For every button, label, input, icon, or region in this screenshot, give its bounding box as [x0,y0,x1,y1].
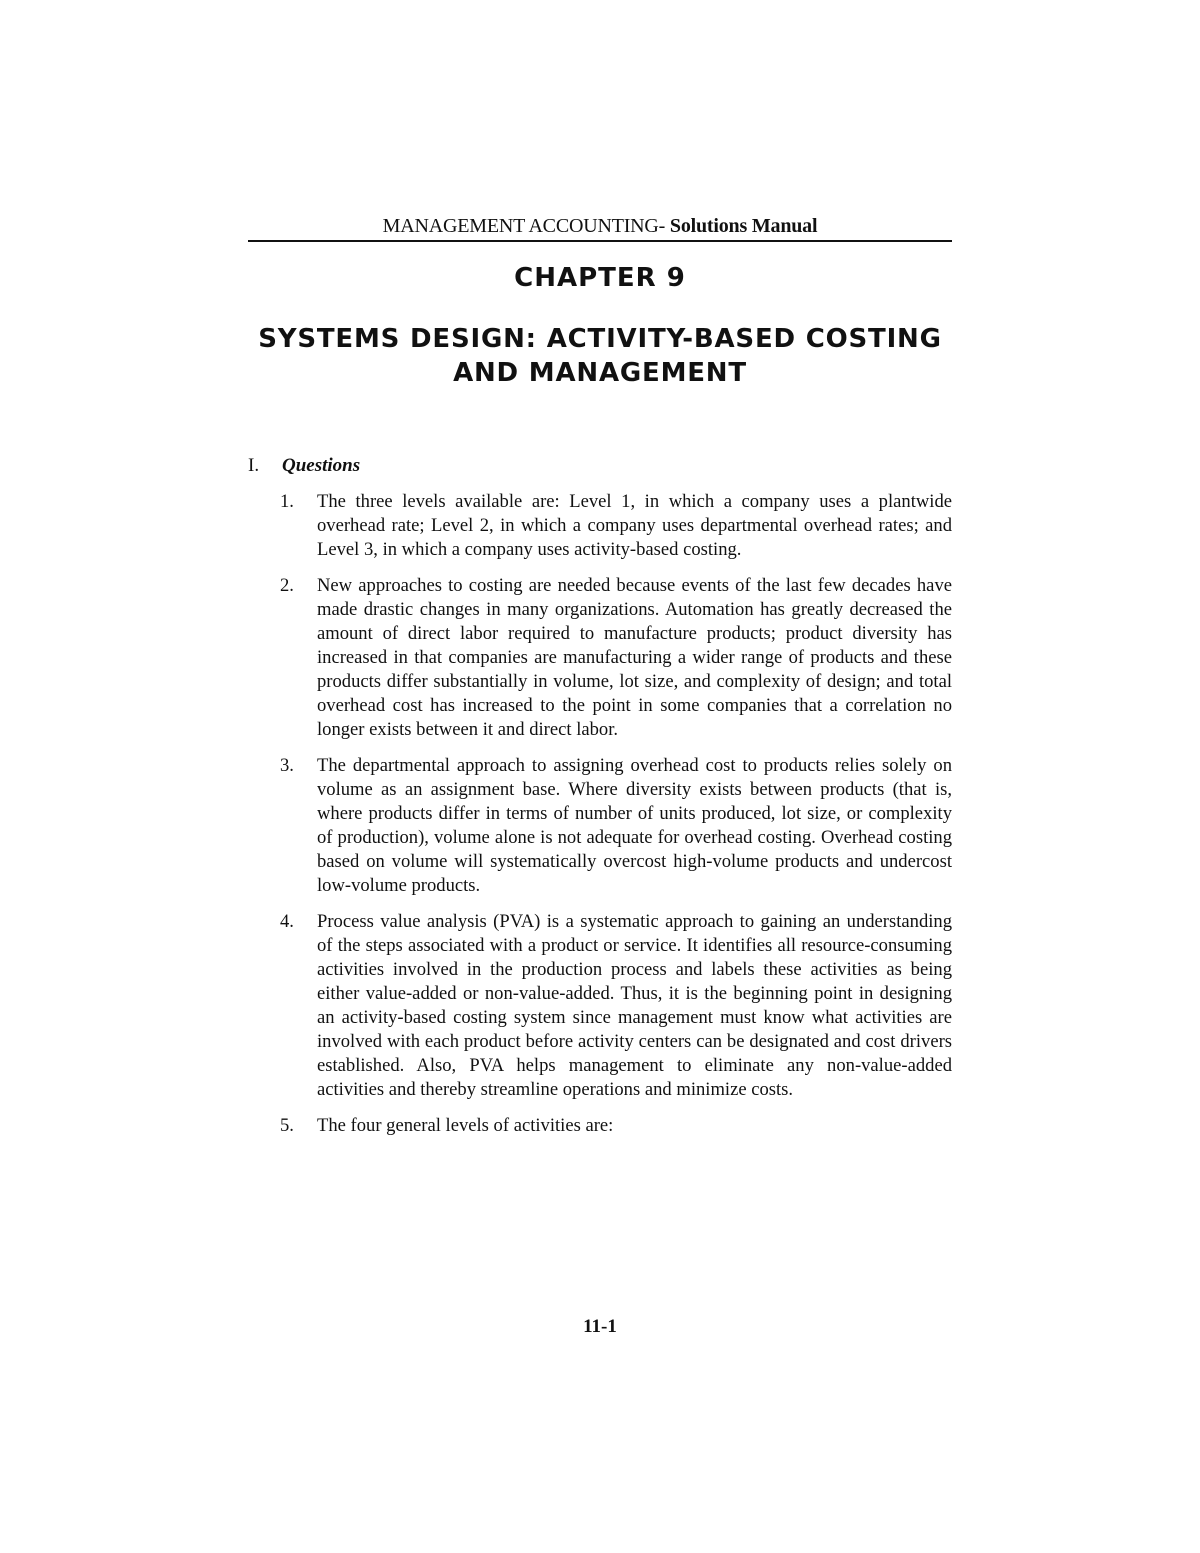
question-item [280,490,952,562]
header-divider [248,240,952,242]
question-number: 5. [280,1115,294,1136]
question-number: 2. [280,575,294,596]
page-number: 11-1 [583,1316,617,1337]
question-answer-text: The four general levels of activities are: [317,1115,614,1136]
question-item [280,574,952,742]
question-item [280,910,952,1102]
question-item [280,754,952,898]
question-number: 4. [280,911,294,932]
question-answer-text: Process value analysis (PVA) is a systematic approach to gaining an understanding of the steps associated with a product or service. It identifies all resource-consuming activities involved in the production process and labels these activities as being either value-added or non-value-added. Thus, it is the beginning point in designing an activity-based costing system since management must know what activities are involved with each product before activity centers can be designated and cost drivers established. Also, PVA helps management to eliminate any non-value-added activities and thereby streamline operations and minimize costs. [317,911,952,1100]
section-label: Questions [282,455,361,476]
questions-list [280,490,952,1150]
question-number: 1. [280,491,294,512]
running-header-subtitle: Solutions Manual [669,215,818,237]
running-header-title: MANAGEMENT ACCOUNTING- [382,215,670,237]
chapter-title-line-1: SYSTEMS DESIGN: ACTIVITY-BASED COSTING [258,324,942,354]
section-numeral: I. [248,455,260,476]
chapter-title [248,322,952,390]
question-answer-text: The three levels available are: Level 1, in which a company uses a plantwide overhead rate; Level 2, in which a company uses departmental overhead rates; and Level 3, in which a company uses activity-based costing. [317,491,952,560]
question-item [280,1114,952,1138]
chapter-title-line-2: AND MANAGEMENT [453,358,747,388]
section-heading [248,454,360,478]
question-answer-text: The departmental approach to assigning overhead cost to products relies solely on volume as an assignment base. Where diversity exists between products (that is, where products differ in terms of number of units produced, lot size, or complexity of production), volume alone is not adequate for overhead costing. Overhead costing based on volume will systematically overcost high-volume products and undercost low-volume products. [317,755,952,896]
running-header [248,212,952,240]
question-number: 3. [280,755,294,776]
question-answer-text: New approaches to costing are needed because events of the last few decades have made drastic changes in many organizations. Automation has greatly decreased the amount of direct labor required to manufacture products; product diversity has increased in that companies are manufacturing a wider range of products and these products differ substantially in volume, lot size, and complexity of design; and total overhead cost has increased to the point in some companies that a correlation no longer exists between it and direct labor. [317,575,952,740]
chapter-heading: CHAPTER 9 [514,263,686,293]
